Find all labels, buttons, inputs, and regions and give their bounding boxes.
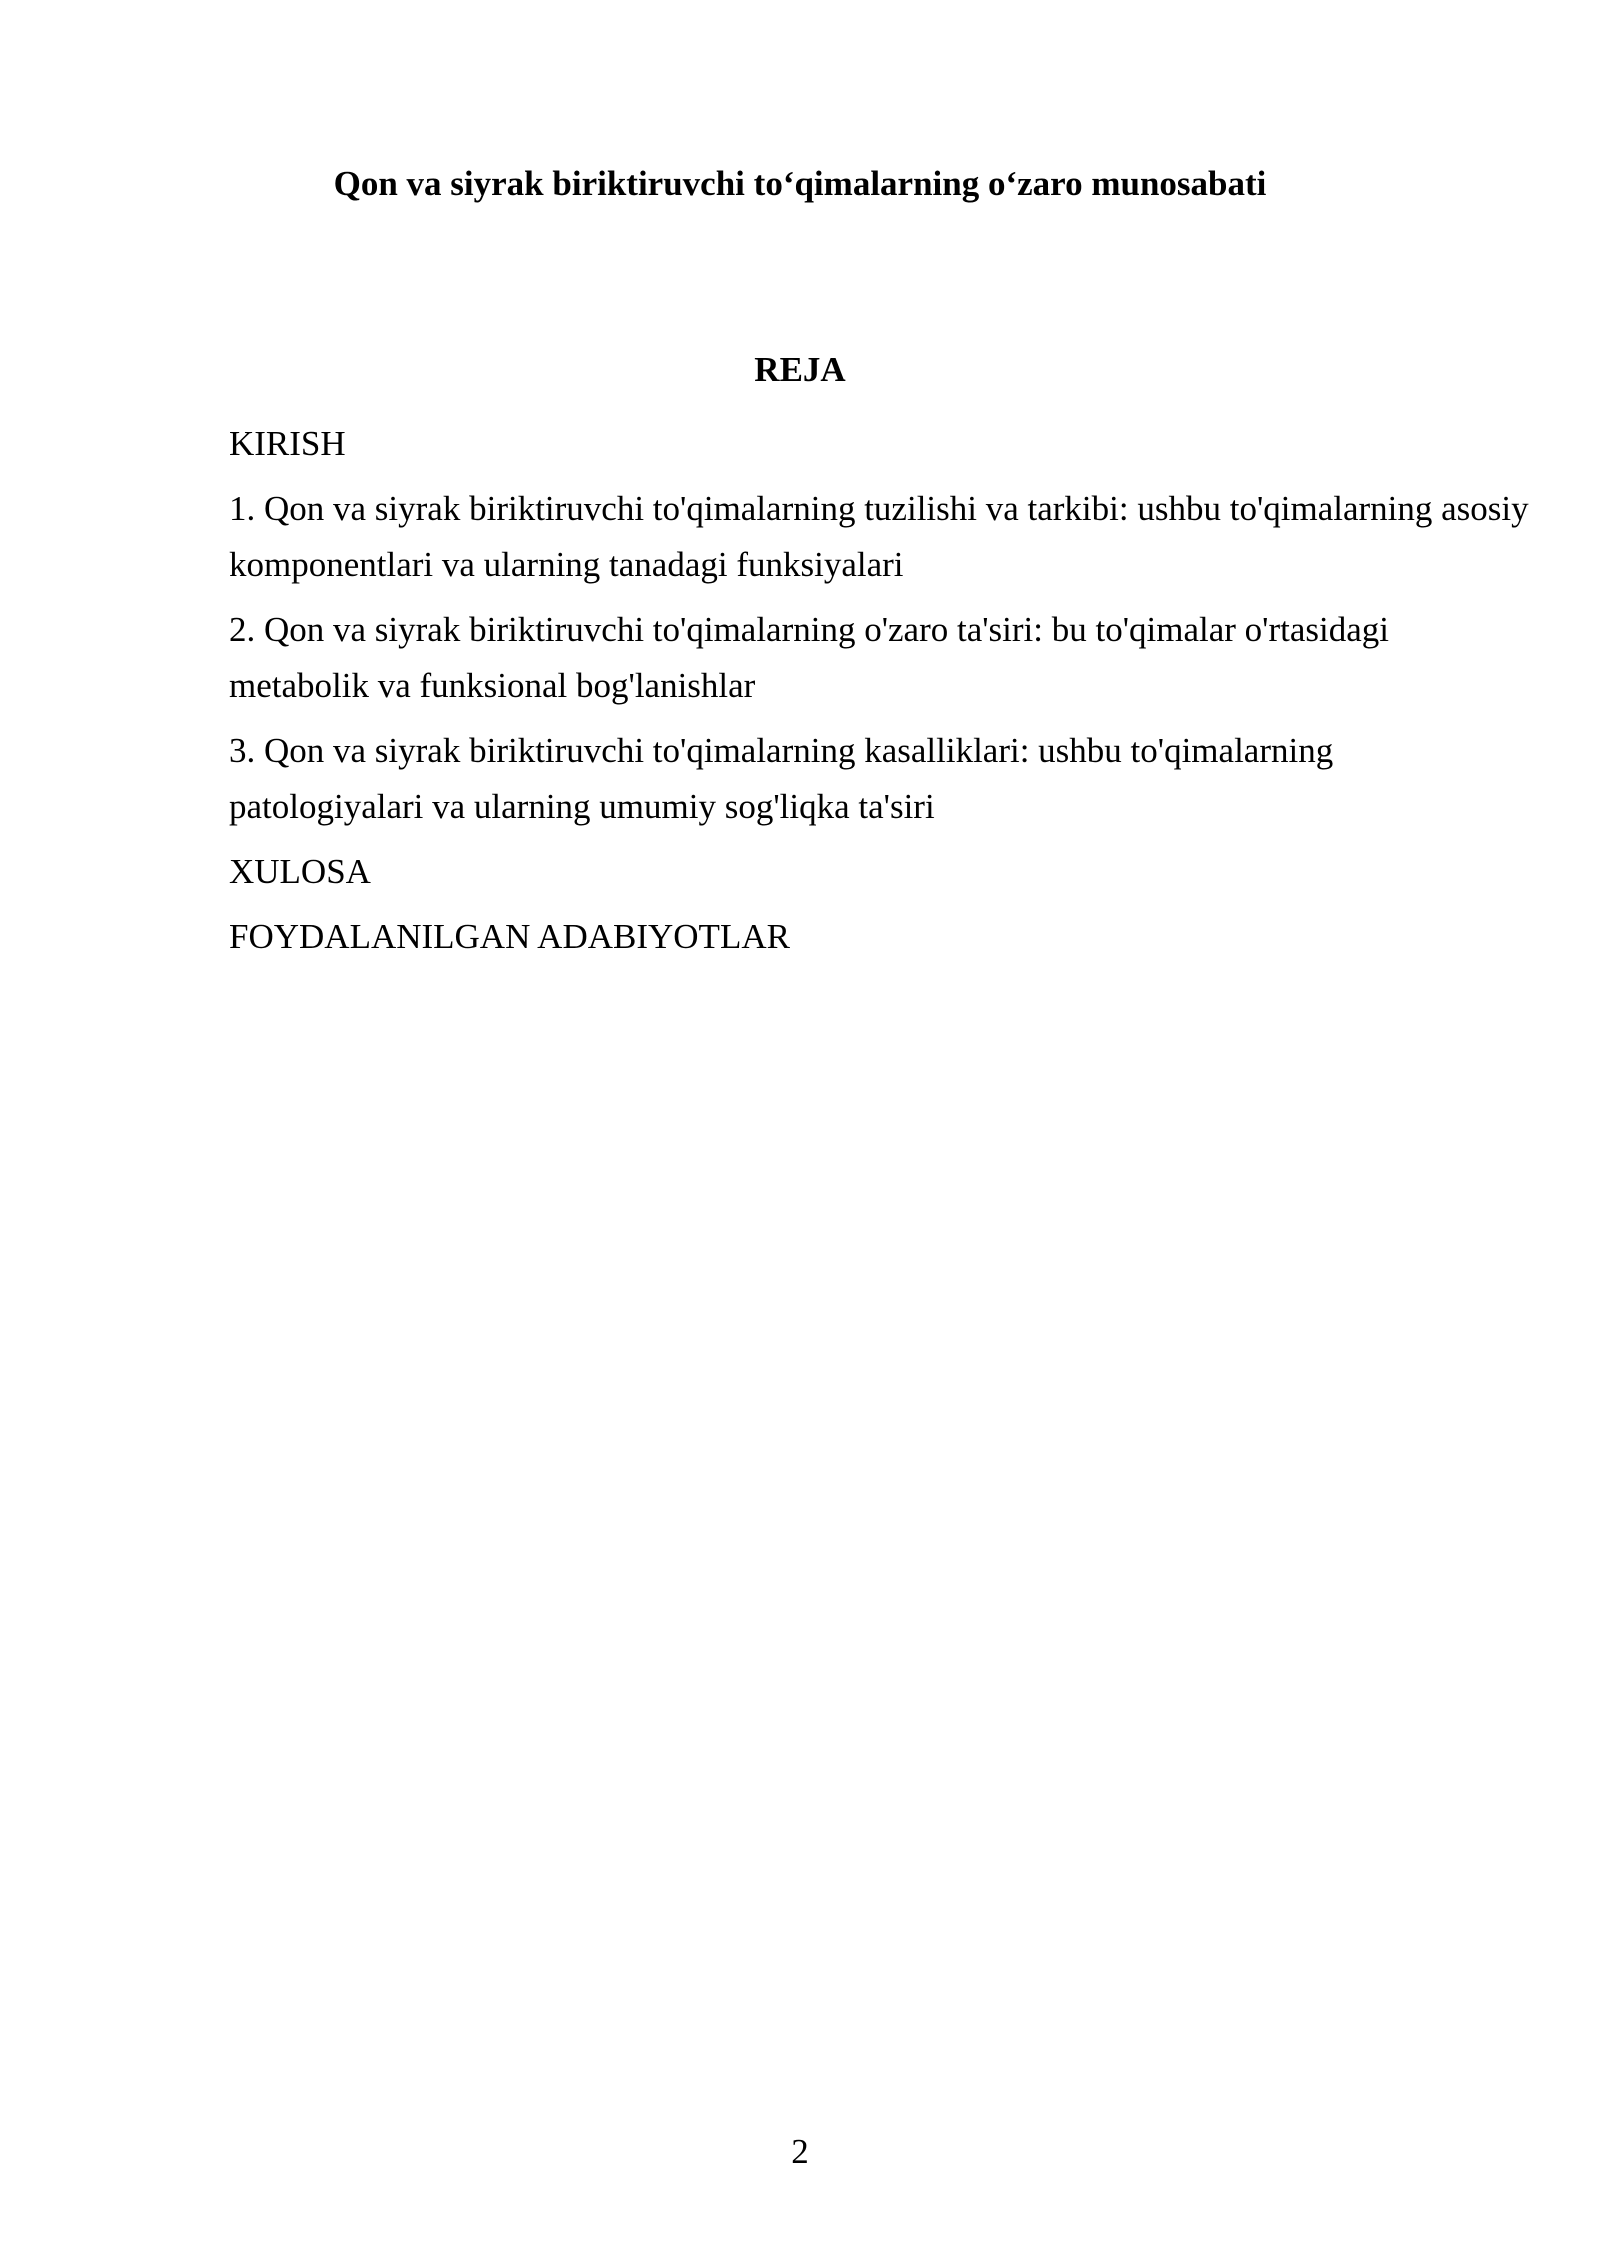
- document-title: Qon va siyrak biriktiruvchi to‘qimalarning o‘zaro munosabati: [333, 164, 1267, 203]
- plan-item-introduction: KIRISH: [229, 424, 346, 463]
- plan-item-2: 2. Qon va siyrak biriktiruvchi to'qimalarning o'zaro ta'siri: bu to'qimalar o'rtasidagi metabolik va funksional bog'lanishlar: [229, 610, 1390, 705]
- plan-heading: REJA: [754, 350, 846, 389]
- page-number: 2: [791, 2132, 809, 2171]
- plan-item-conclusion: XULOSA: [229, 852, 371, 891]
- plan-item-references: FOYDALANILGAN ADABIYOTLAR: [229, 917, 790, 956]
- plan-item-1: 1. Qon va siyrak biriktiruvchi to'qimalarning tuzilishi va tarkibi: ushbu to'qimalarning asosiy komponentlari va ularning tanadagi funksiyalari: [229, 489, 1529, 584]
- plan-list: [229, 416, 1529, 974]
- plan-item-3: 3. Qon va siyrak biriktiruvchi to'qimalarning kasalliklari: ushbu to'qimalarning patologiyalari va ularning umumiy sog'liqka ta'siri: [229, 731, 1334, 826]
